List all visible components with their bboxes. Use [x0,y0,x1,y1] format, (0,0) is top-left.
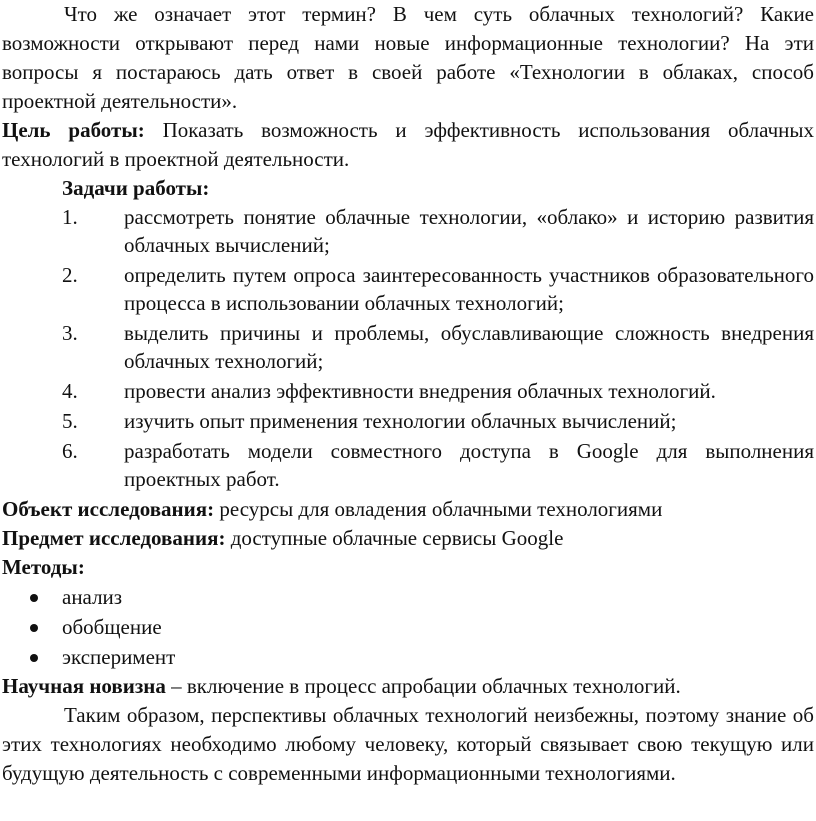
method-text: эксперимент [62,645,176,669]
tasks-title [2,174,814,203]
method-text: анализ [62,585,123,609]
task-number: 1. [62,205,78,229]
object-text: ресурсы для овладения облачными технологиями [214,497,663,521]
task-text: провести анализ эффективности внедрения облачных технологий. [124,379,716,403]
task-item-2 [2,261,814,317]
task-item-1 [2,203,814,259]
conclusion-paragraph: Таким образом, перспективы облачных технологий неизбежны, поэтому знание об этих технологиях необходимо любому человеку, который связывает свою текущую или будущую деятельность с современными информационными технологиями. [2,703,814,785]
list-item [2,582,814,612]
tasks-list [2,203,814,493]
methods-list [2,582,814,672]
task-text: рассмотреть понятие облачные технологии, «облако» и историю развития облачных вычислений; [124,205,814,257]
task-item-3 [2,319,814,375]
novelty-text: – включение в процесс апробации облачных технологий. [165,674,681,698]
method-text: обобщение [62,615,162,639]
bullet-icon [30,624,38,632]
task-text: выделить причины и проблемы, обуславливающие сложность внедрения облачных технологий; [124,321,814,373]
list-item [2,642,814,672]
task-number: 2. [62,263,78,287]
object-label: Объект исследования: [2,497,215,521]
task-item-5 [2,407,814,435]
novelty-label: Научная новизна [2,674,166,698]
novelty-paragraph [2,672,814,701]
task-item-4 [2,377,814,405]
task-number: 5. [62,409,78,433]
goal-text: Показать возможность и эффективность использования облачных технологий в проектной деятельности. [2,118,814,171]
bullet-icon [30,594,38,602]
task-text: определить путем опроса заинтересованность участников образовательного процесса в использовании облачных технологий; [124,263,814,315]
goal-label: Цель работы: [2,118,145,142]
task-text: разработать модели совместного доступа в Google для выполнения проектных работ. [124,439,814,491]
subject-paragraph [2,524,814,553]
task-item-6 [2,437,814,493]
object-paragraph [2,495,814,524]
list-item [2,612,814,642]
subject-label: Предмет исследования: [2,526,226,550]
subject-text: доступные облачные сервисы Google [225,526,564,550]
task-number: 3. [62,321,78,345]
methods-label: Методы: [2,555,85,579]
goal-paragraph [2,116,814,174]
methods-heading [2,553,814,582]
bullet-icon [30,654,38,662]
task-number: 4. [62,379,78,403]
intro-paragraph: Что же означает этот термин? В чем суть облачных технологий? Какие возможности открывают перед нами новые информационные технологии? На эти вопросы я постараюсь дать ответ в своей работе «Технологии в облаках, способ проектной деятельности». [2,2,814,113]
tasks-title-text: Задачи работы: [62,176,210,200]
task-number: 6. [62,439,78,463]
task-text: изучить опыт применения технологии облачных вычислений; [124,409,677,433]
